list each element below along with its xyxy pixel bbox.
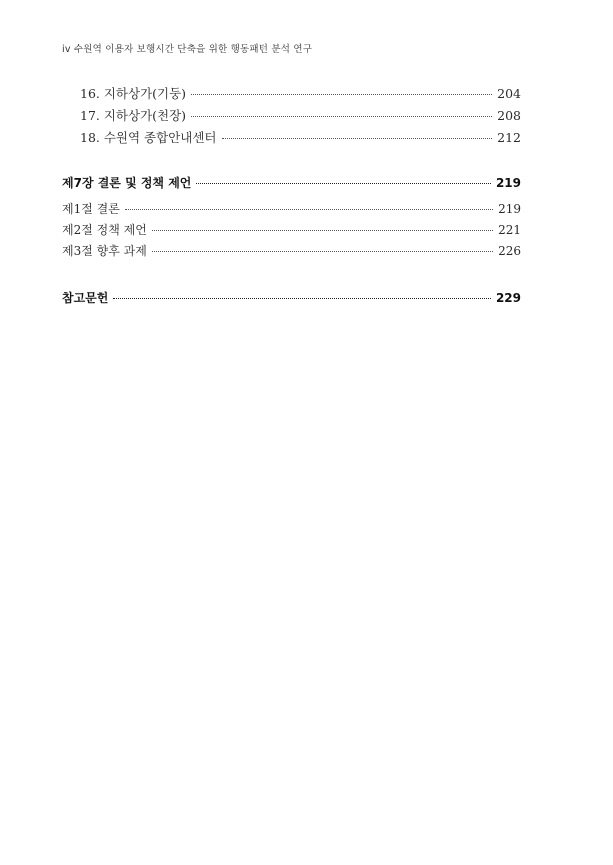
toc-entry-label: 18. 수원역 종합안내센터 — [80, 130, 217, 145]
toc-entry-label: 16. 지하상가(기둥) — [80, 86, 187, 101]
dot-leader — [191, 93, 492, 95]
toc-entry-page: 229 — [495, 291, 521, 305]
toc-chapter-entry[interactable] — [62, 174, 521, 191]
toc-entry-label: 참고문헌 — [62, 291, 109, 305]
toc-entry-label: 제1절 결론 — [62, 202, 120, 216]
toc-entry-page: 212 — [497, 130, 521, 145]
toc-entry-label: 제2절 정책 제언 — [62, 223, 147, 237]
toc-entry-page: 208 — [497, 108, 521, 123]
toc-entry[interactable] — [62, 242, 521, 259]
toc-entry[interactable] — [80, 106, 521, 124]
dot-leader — [113, 297, 491, 299]
dot-leader — [125, 208, 493, 210]
toc-entry-label: 17. 지하상가(천장) — [80, 108, 187, 123]
dot-leader — [222, 137, 493, 139]
toc-entry-page: 219 — [495, 176, 521, 190]
dot-leader — [191, 115, 492, 117]
toc-entry-page: 221 — [498, 223, 521, 237]
toc-entry[interactable] — [62, 221, 521, 238]
toc-entry-label: 제7장 결론 및 정책 제언 — [62, 176, 192, 190]
running-header: iv 수원역 이용자 보행시간 단축을 위한 행동패턴 분석 연구 — [62, 44, 313, 55]
toc-entry-page: 226 — [498, 244, 521, 258]
toc-entry-page: 219 — [498, 202, 521, 216]
toc-chapter-entry[interactable] — [62, 289, 521, 306]
toc-entry-label: 제3절 향후 과제 — [62, 244, 147, 258]
toc-entry[interactable] — [62, 200, 521, 217]
dot-leader — [152, 250, 493, 252]
dot-leader — [152, 229, 493, 231]
dot-leader — [196, 182, 491, 184]
toc-entry[interactable] — [80, 128, 521, 146]
toc-entry-page: 204 — [497, 86, 521, 101]
toc-entry[interactable] — [80, 84, 521, 102]
